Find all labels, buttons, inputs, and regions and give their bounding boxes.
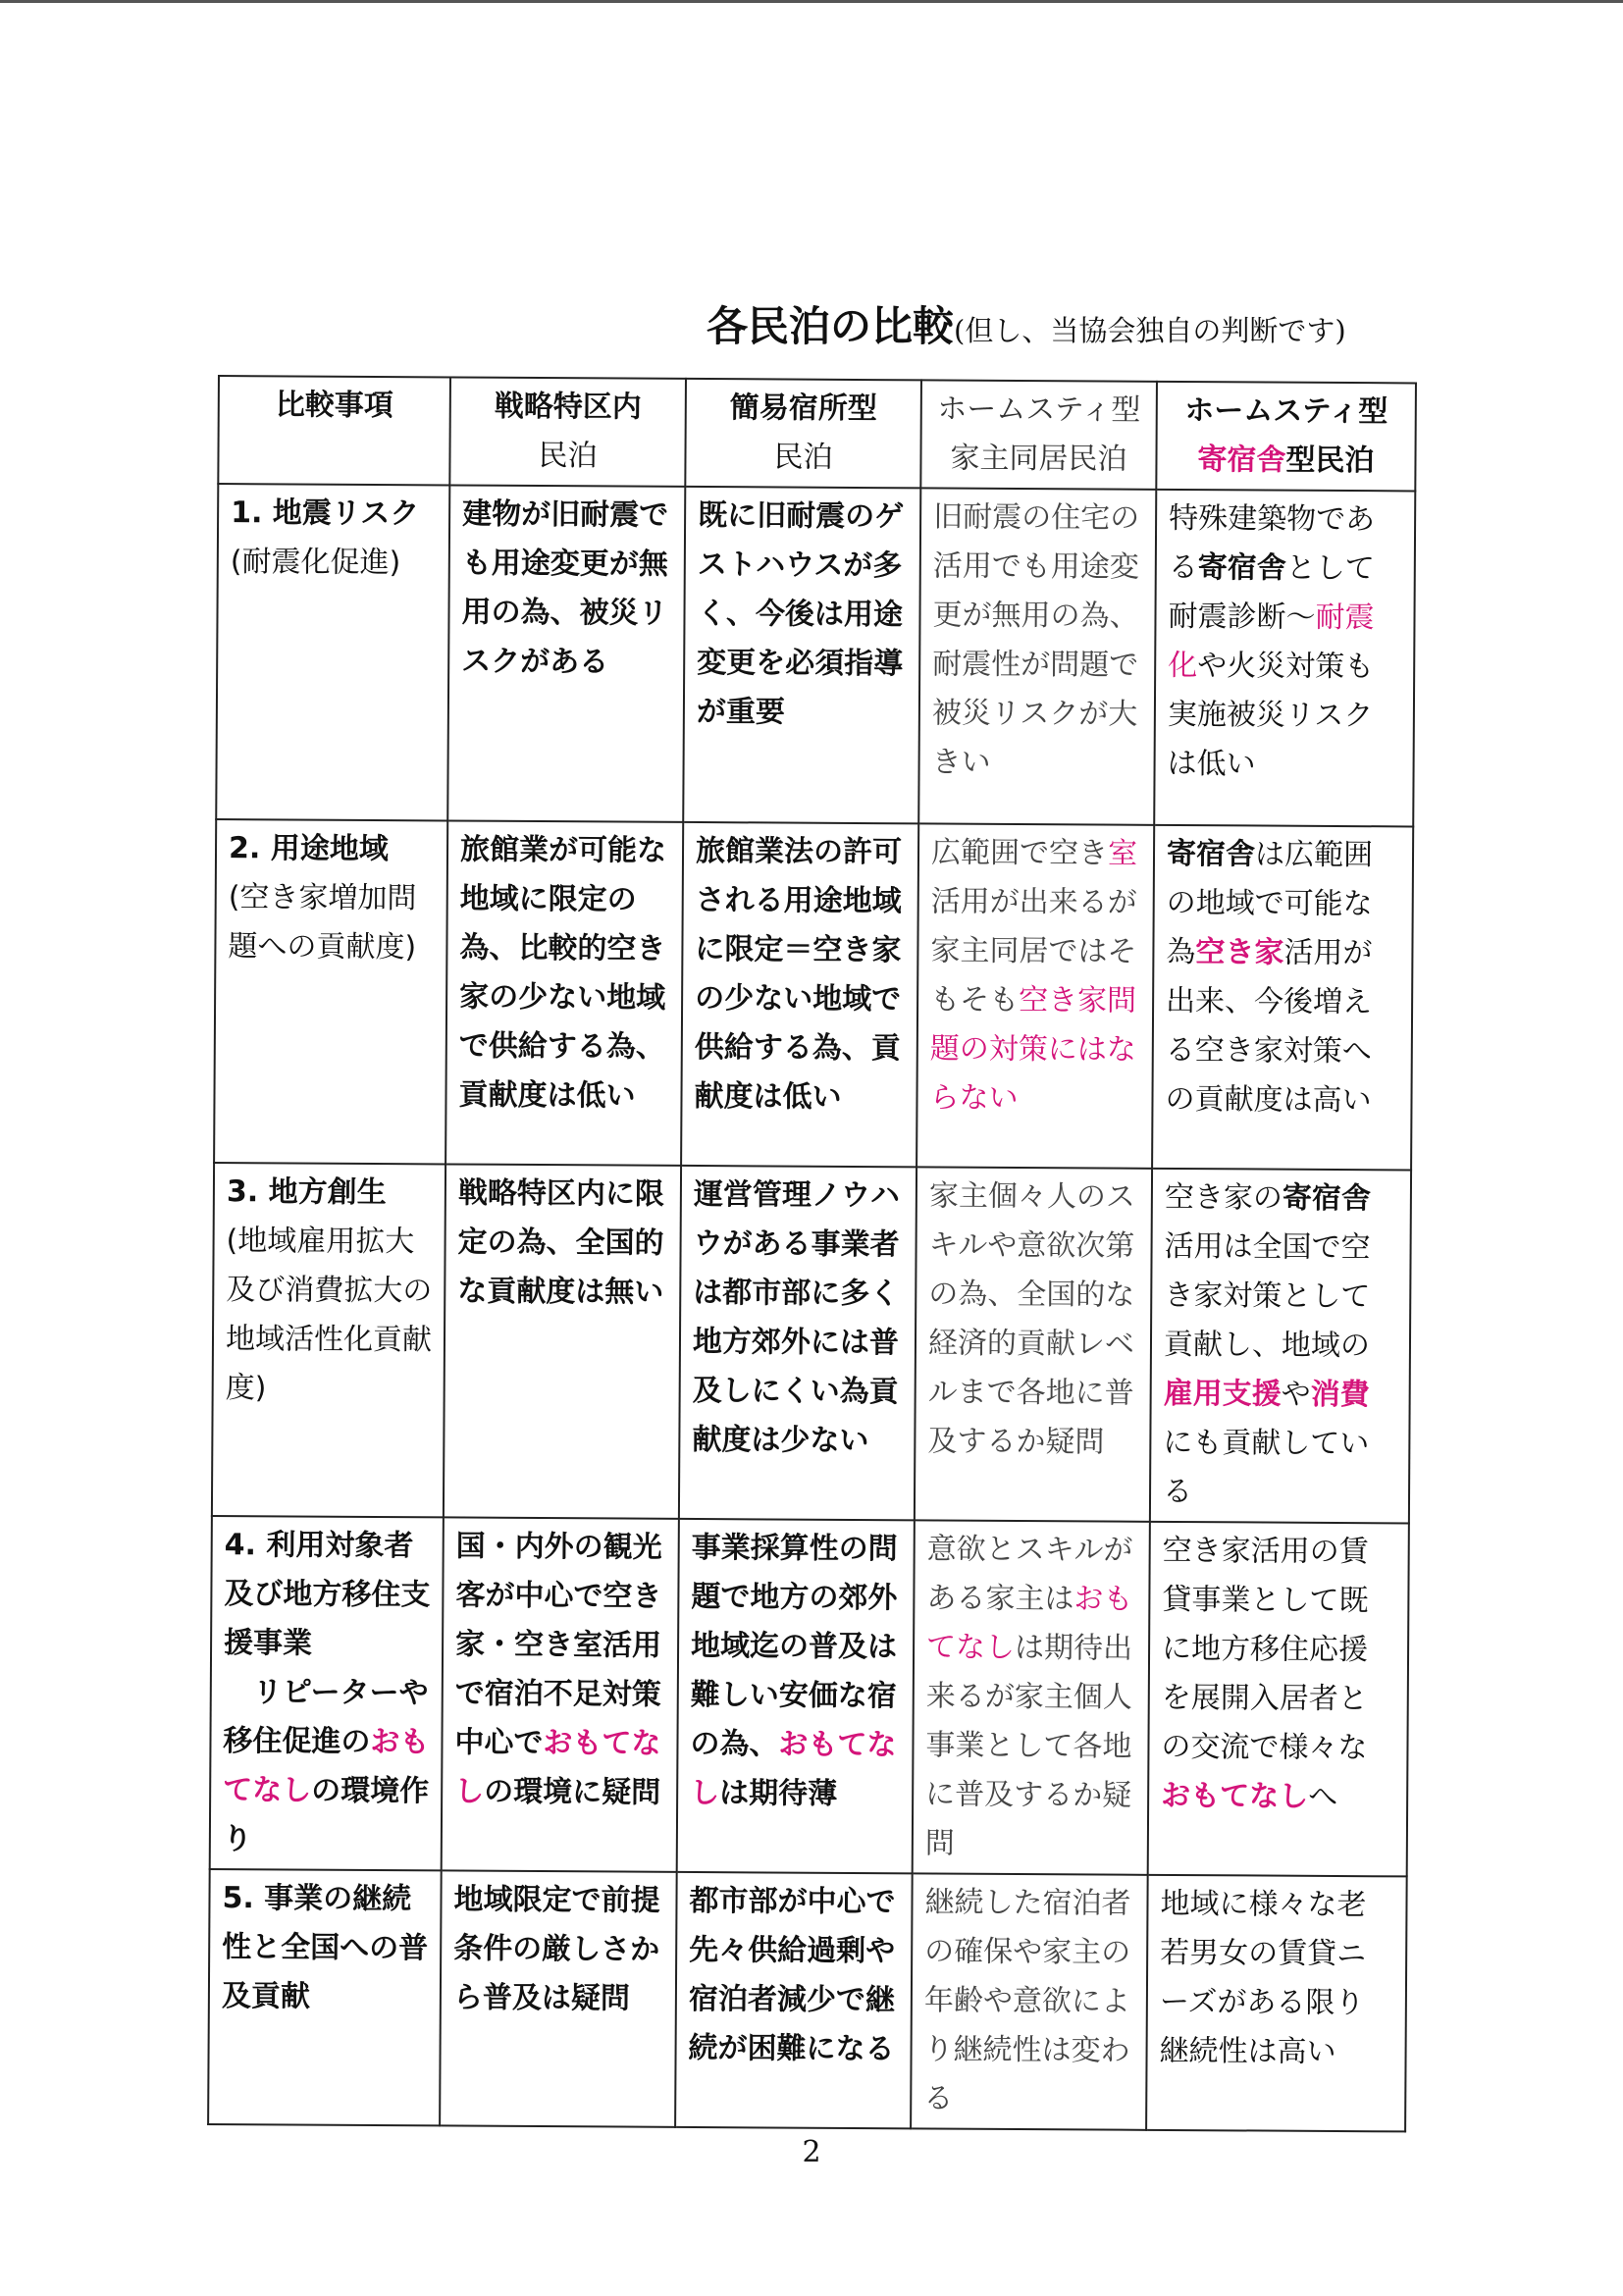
text-span: や火災対策も実施被災リスクは低い <box>1167 649 1375 782</box>
cell-tokku: 地域限定で前提条件の厳しさから普及は疑問 <box>440 1870 677 2126</box>
text-span: として耐震診断～ <box>1168 550 1375 635</box>
text-span: にも貢献している <box>1162 1425 1370 1510</box>
header-kanni <box>685 379 921 488</box>
table-header-row <box>218 376 1416 491</box>
cell-tokku: 旅館業が可能な地域に限定の為、比較的空き家の少ない地域で供給する為、貢献度は低い <box>445 820 683 1165</box>
header-tokku <box>449 377 686 486</box>
text-span: は広範囲の地域で可能な為 <box>1166 837 1374 970</box>
text-span: は期待薄 <box>719 1776 838 1811</box>
text-span: は期待出来るが家主個人事業として各地に普及するか疑問 <box>924 1630 1133 1861</box>
cell-kishuku: 地域に様々な老若男女の賃貸ニーズがある限り継続性は高い <box>1146 1875 1407 2132</box>
text-span: リピーターや移住促進の <box>223 1675 429 1759</box>
row-label <box>214 819 447 1164</box>
header-line1: ホームスティ型 <box>1184 393 1388 430</box>
header-line2-rest: 型民泊 <box>1285 443 1375 479</box>
cell-tokku: 戦略特区内に限定の為、全国的な貢献度は無い <box>444 1164 681 1518</box>
cell-homestay: 旧耐震の住宅の活用でも用途変更が無用の為、耐震性が問題で被災リスクが大きい <box>918 488 1156 824</box>
text-span: の環境に疑問 <box>484 1774 661 1810</box>
text-span: 4. 利用対象者及び地方移住支援事業 <box>223 1528 431 1661</box>
table-row <box>212 1163 1411 1523</box>
cell-homestay <box>916 823 1154 1168</box>
row-label-sub: (耐震化促進) <box>230 545 401 581</box>
row-label <box>216 484 449 820</box>
row-label <box>212 1163 445 1517</box>
highlight-text: おもてなし <box>925 1582 1133 1665</box>
text-span: 寄宿舎 <box>1282 1180 1371 1217</box>
row-label-main: 3. 地方創生 <box>226 1174 387 1211</box>
row-label-sub: (空き家増加問題への貢献度) <box>228 880 417 965</box>
cell-homestay <box>913 1520 1150 1874</box>
header-line2: 民泊 <box>773 440 833 475</box>
header-homestay <box>920 380 1157 489</box>
highlight-text: 室 <box>1107 836 1138 871</box>
cell-kanni: 既に旧耐震のゲストハウスが多く、今後は用途変更を必須指導が重要 <box>683 487 920 823</box>
highlight-text: 雇用支援 <box>1163 1376 1282 1412</box>
row-label-main: 1. 地震リスク <box>231 496 420 532</box>
table-row <box>208 1869 1407 2131</box>
text-span: 寄宿舎 <box>1166 836 1256 872</box>
header-line2 <box>1169 436 1402 486</box>
cell-tokku <box>442 1517 679 1871</box>
text-span: や <box>1281 1377 1311 1412</box>
highlight-text: おもてなし <box>454 1726 661 1809</box>
cell-kanni: 都市部が中心で先々供給過剰や宿泊者減少で継続が困難になる <box>675 1872 913 2128</box>
header-item <box>218 376 450 485</box>
highlight-text: おもてなし <box>223 1724 430 1808</box>
text-span: 空き家活用の賃貸事業として既に地方移住応援を展開入居者との交流で様々な <box>1161 1533 1369 1766</box>
page-number: 2 <box>802 2135 821 2169</box>
text-span: 活用が出来、今後増える空き家対策への貢献度は高い <box>1165 935 1373 1119</box>
cell-kanni: 運営管理ノウハウがある事業者は都市部に多く地方郊外には普及しにくい為貢献度は少ない <box>679 1166 916 1520</box>
cell-tokku: 建物が旧耐震でも用途変更が無用の為、被災リスクがある <box>447 485 685 821</box>
highlight-text: おもてなし <box>690 1727 897 1811</box>
highlight-text: 寄宿舎 <box>1197 443 1286 478</box>
cell-kishuku <box>1152 825 1413 1171</box>
comparison-table <box>207 375 1417 2132</box>
text-span: へ <box>1308 1779 1338 1814</box>
highlight-text: 空き家問題の対策にはならない <box>929 982 1137 1116</box>
header-label: 比較事項 <box>275 388 393 424</box>
table-row <box>216 484 1415 826</box>
table-row <box>214 819 1413 1170</box>
text-span: 特殊建築物である <box>1168 500 1376 586</box>
table-row <box>210 1516 1409 1876</box>
text-span: 活用が出来るが家主同居ではそもそも <box>930 884 1137 1018</box>
row-label-main: 2. 用途地域 <box>228 831 389 867</box>
text-span: 空き家の <box>1164 1179 1283 1216</box>
cell-kishuku <box>1148 1522 1409 1877</box>
title-sub: (但し、当協会独自の判断です) <box>954 314 1346 347</box>
highlight-text: おもてなし <box>1161 1778 1309 1814</box>
row-label-sub: (地域雇用拡大及び消費拡大の地域活性化貢献度) <box>225 1224 433 1406</box>
cell-kanni: 旅館業法の許可される用途地域に限定＝空き家の少ない地域で供給する為、貢献度は低い <box>681 822 918 1167</box>
row-label: 5. 事業の継続性と全国への普及貢献 <box>208 1869 442 2125</box>
scan-top-edge <box>0 0 1623 3</box>
text-span: 意欲とスキルがある家主は <box>926 1532 1133 1617</box>
highlight-text: 耐震化 <box>1168 600 1375 684</box>
cell-kishuku <box>1154 490 1415 827</box>
header-line1: 簡易宿所型 <box>729 391 877 427</box>
highlight-text: 空き家 <box>1195 935 1284 970</box>
header-line1: 戦略特区内 <box>494 389 642 425</box>
cell-homestay: 継続した宿泊者の確保や家主の年齢や意欲により継続性は変わる <box>911 1873 1148 2129</box>
page-title <box>707 294 1413 353</box>
cell-kishuku <box>1150 1169 1411 1524</box>
text-span: 活用は全国で空き家対策として貢献し、地域の <box>1163 1228 1371 1364</box>
header-line2: 民泊 <box>538 438 598 474</box>
text-span: 事業採算性の問題で地方の郊外地域迄の普及は難しい安価な宿の為、 <box>690 1530 898 1762</box>
cell-kanni <box>677 1519 915 1873</box>
header-kishuku <box>1156 382 1416 492</box>
header-line1: ホームスティ型 <box>937 391 1141 428</box>
highlight-text: 消費 <box>1310 1377 1370 1413</box>
row-label <box>210 1516 444 1870</box>
text-span: 広範囲で空き <box>930 835 1109 871</box>
title-main: 各民泊の比較 <box>707 302 955 350</box>
cell-homestay: 家主個々人のスキルや意欲次第の為、全国的な経済的貢献レベルまで各地に普及するか疑問 <box>915 1167 1152 1521</box>
text-span: の環境作り <box>222 1773 430 1857</box>
text-span: 国・内外の観光客が中心で空き家・空き室活用で宿泊不足対策中心で <box>454 1529 662 1761</box>
text-span: 寄宿舎 <box>1197 550 1286 586</box>
header-line2: 家主同居民泊 <box>950 441 1127 477</box>
